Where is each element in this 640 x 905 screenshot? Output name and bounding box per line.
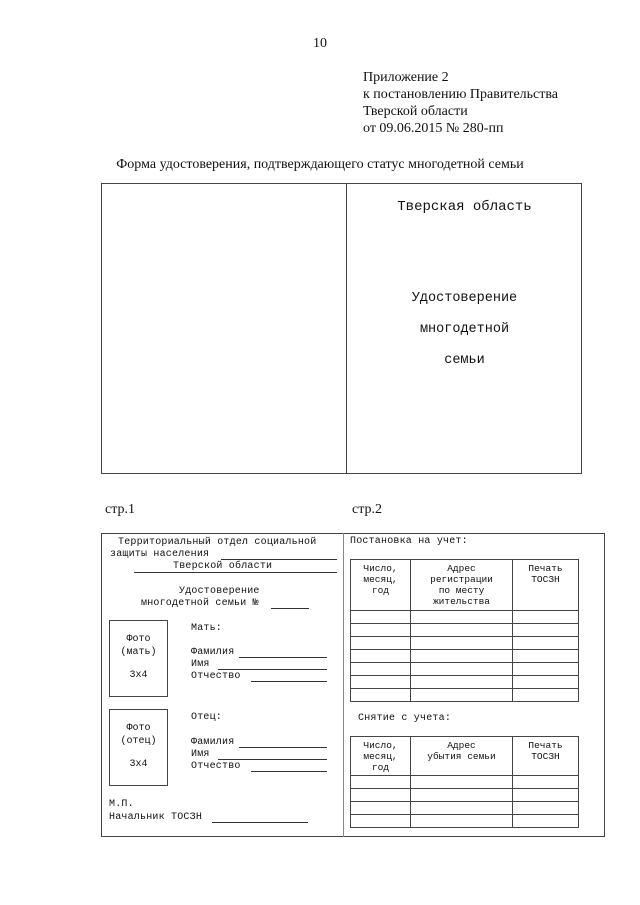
header-text: год (371, 762, 390, 773)
appendix-line: Тверской области (363, 104, 468, 119)
photo-father-placeholder (109, 709, 168, 786)
inner-fold-line (343, 533, 344, 837)
table-row (351, 815, 579, 828)
head-label: Начальник ТОСЗН (109, 812, 203, 823)
registration-table (350, 559, 579, 702)
appendix-line: Приложение 2 (363, 70, 449, 85)
father-heading: Отец: (191, 712, 223, 723)
photo-label: (мать) (120, 647, 157, 658)
table-row (351, 776, 579, 789)
header-text: ТОСЗН (531, 574, 560, 585)
registration-heading: Постановка на учет: (350, 536, 468, 547)
mother-patronymic-field (251, 681, 327, 682)
photo-label: (отец) (120, 736, 157, 747)
col-header-address (411, 560, 513, 611)
page1-label: стр.1 (105, 502, 136, 517)
header-text: Печать (528, 740, 563, 751)
appendix-line: к постановлению Правительства (363, 87, 559, 102)
col-header-date (351, 560, 411, 611)
col-header-stamp (513, 737, 579, 776)
header-text: регистрации (430, 574, 493, 585)
col-header-date (351, 737, 411, 776)
father-surname-field (239, 747, 327, 748)
cover-title-line: Удостоверение (411, 291, 518, 306)
appendix-block (363, 69, 558, 137)
deregistration-heading: Снятие с учета: (358, 713, 452, 724)
father-patronymic-field (251, 771, 327, 772)
mother-heading: Мать: (191, 623, 223, 634)
photo-size: 3х4 (129, 759, 148, 770)
name-label: Имя (191, 749, 210, 760)
table-row (351, 650, 579, 663)
table-row (351, 624, 579, 637)
header-text: Число, (363, 563, 398, 574)
surname-label: Фамилия (191, 737, 235, 748)
dept-line: защиты населения (110, 549, 210, 560)
table-row (351, 611, 579, 624)
dept-underline (221, 559, 337, 560)
form-title: Форма удостоверения, подтверждающего статус многодетной семьи (116, 157, 524, 172)
photo-mother-placeholder (109, 620, 168, 697)
cert-number-field (271, 608, 309, 609)
page2-label: стр.2 (352, 502, 383, 517)
patronymic-label: Отчество (191, 671, 241, 682)
col-header-stamp (513, 560, 579, 611)
header-text: убытия семьи (427, 751, 496, 762)
cover-region: Тверская область (397, 199, 532, 215)
surname-label: Фамилия (191, 647, 235, 658)
photo-label: Фото (126, 723, 151, 734)
cert-number-label: многодетной семьи № (141, 598, 259, 609)
dept-line: Территориальный отдел социальной (118, 537, 317, 548)
dept-underline (134, 572, 337, 573)
page-number: 10 (313, 36, 327, 51)
deregistration-table (350, 736, 579, 828)
mother-name-field (218, 669, 327, 670)
name-label: Имя (191, 659, 210, 670)
table-row (351, 689, 579, 702)
photo-label: Фото (126, 634, 151, 645)
stamp-place: М.П. (109, 799, 134, 810)
header-text: Адрес (447, 563, 476, 574)
cert-title-line: Удостоверение (179, 586, 260, 597)
header-text: жительства (432, 596, 490, 607)
father-name-field (218, 759, 327, 760)
table-row (351, 789, 579, 802)
header-text: Число, (363, 740, 398, 751)
header-text: год (371, 585, 390, 596)
header-text: по месту (438, 585, 485, 596)
cover-title-line: семьи (444, 353, 485, 368)
table-row (351, 663, 579, 676)
header-text: Адрес (447, 740, 476, 751)
header-text: ТОСЗН (531, 751, 560, 762)
table-row (351, 637, 579, 650)
cover-title-line: многодетной (419, 322, 510, 337)
header-text: месяц, (363, 574, 398, 585)
photo-size: 3х4 (129, 670, 148, 681)
head-signature-field (212, 822, 308, 823)
header-text: месяц, (363, 751, 398, 762)
appendix-line: от 09.06.2015 № 280-пп (363, 121, 504, 136)
mother-surname-field (239, 657, 327, 658)
dept-line: Тверской области (173, 561, 273, 572)
table-row (351, 676, 579, 689)
patronymic-label: Отчество (191, 761, 241, 772)
col-header-address (411, 737, 513, 776)
cover-title (347, 283, 582, 376)
header-text: Печать (528, 563, 563, 574)
table-row (351, 802, 579, 815)
